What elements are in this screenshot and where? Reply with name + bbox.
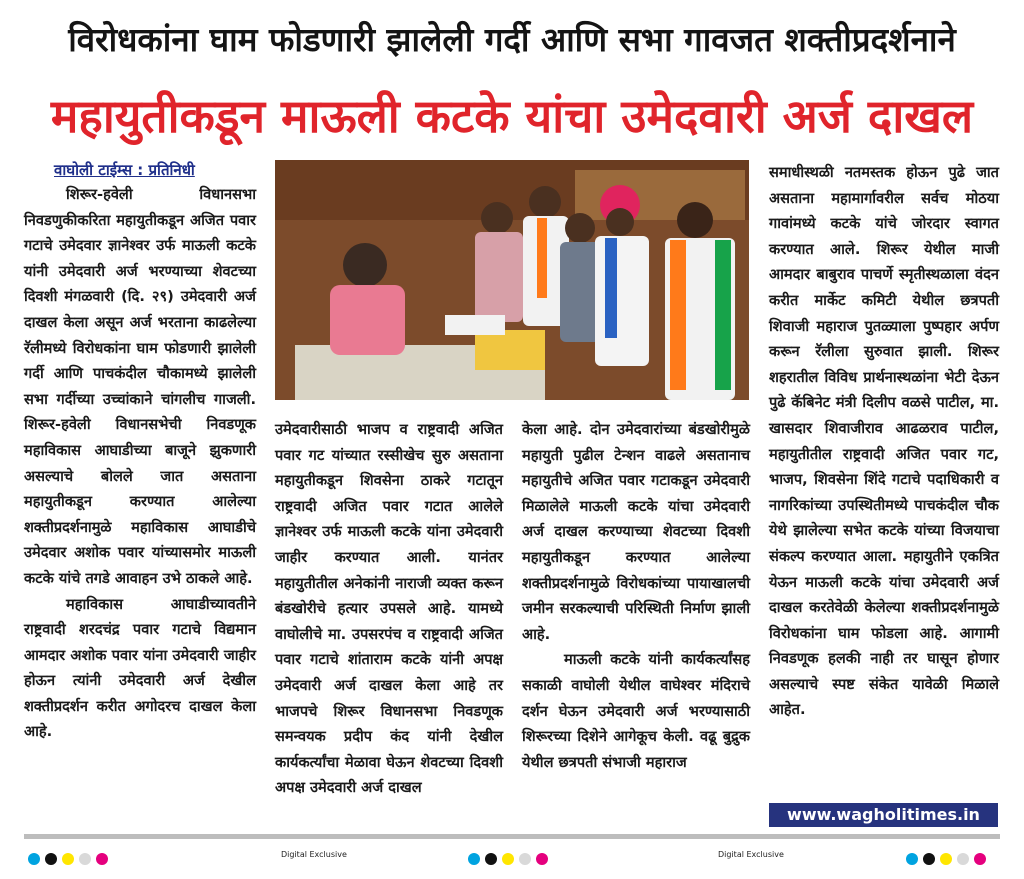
color-dot <box>96 853 108 865</box>
color-dot <box>536 853 548 865</box>
paragraph: शिरूर-हवेली विधानसभा निवडणुकीकरिता महायुतीकडून अजित पवार गटाचे उमेदवार ज्ञानेश्वर उर्फ माऊली कटके यांनी उमेदवारी अर्ज भरण्याच्या शेवटच्या दिवशी मंगळवारी (दि. २९) उमेदवारी अर्ज दाखल केला असून अर्ज भरताना काढलेल्या रॅलीमध्ये विरोधकांना घाम फोडणारी झालेली गर्दी आणि पाचकंदील चौकामध्ये झालेली सभा गर्दीच्या उच्चांकाने चांगलीच गाजली. शिरूर-हवेली विधानसभेची निवडणूक महाविकास आघाडीच्या बाजूने झुकणारी असल्याचे बोलले जात असताना महायुतीकडून करण्यात आलेल्या शक्तीप्रदर्शनामुळे महाविकास आघाडीचे उमेदवार अशोक पवार यांच्यासमोर माऊली कटके यांचे तगडे आवाहन उभे ठाकले आहे. <box>24 186 256 587</box>
color-dot <box>519 853 531 865</box>
color-dot <box>940 853 952 865</box>
paragraph: समाधीस्थळी नतमस्तक होऊन पुढे जात असताना महामार्गावरील सर्वच मोठया गावांमध्ये कटके यांचे जोरदार स्वागत करण्यात आले. शिरूर येथील माजी आमदार बाबुराव पाचर्णे स्मृतीस्थळाला वंदन करीत मार्केट कमिटी येथील छत्रपती शिवाजी महाराज पुतळ्याला पुष्पहार अर्पण करून रॅलीला सुरुवात झाली. शिरूर शहरातील विविध प्रार्थनास्थळांना भेटी देऊन पुढे कॅबिनेट मंत्री दिलीप वळसे पाटील, मा. खासदार शिवाजीराव आढळराव पाटील, महायुतीतील राष्ट्रवादी अजित पवार गट, भाजप, शिवसेना शिंदे गटाचे पदाधिकारी व नागरिकांच्या उपस्थितीमध्ये पाचकंदील चौक येथे झालेल्या सभेत कटके यांच्या विजयाचा संकल्प करण्यात आला. महायुतीने एकत्रित येऊन माऊली कटके यांचा उमेदवारी अर्ज दाखल करतेवेळी केलेल्या शक्तीप्रदर्शनामुळे विरोधकांना घाम फोडला आहे. आगामी निवडणूक हलकी नाही तर घासून होणार असल्याचे स्पष्ट संकेत यावेळी मिळाले आहेत. <box>769 164 999 719</box>
byline: वाघोली टाईम्स : प्रतिनिधी <box>54 161 195 179</box>
color-dot <box>485 853 497 865</box>
article-column-4 <box>769 160 999 723</box>
color-dot <box>45 853 57 865</box>
color-dot <box>468 853 480 865</box>
color-dot <box>28 853 40 865</box>
website-link[interactable]: www.wagholitimes.in <box>769 803 998 827</box>
color-dot <box>906 853 918 865</box>
paragraph: माऊली कटके यांनी कार्यकर्त्यांसह सकाळी वाघोली येथील वाघेश्वर मंदिराचे दर्शन घेऊन उमेदवारी अर्ज भरण्यासाठी शिरूरच्या दिशेने आगेकूच केली. वढू बुद्रुक येथील छत्रपती संभाजी महाराज <box>522 651 750 771</box>
footer-label-center: Digital Exclusive <box>281 850 347 859</box>
news-photo-illustration <box>275 160 749 400</box>
color-dot <box>923 853 935 865</box>
color-dots-center <box>468 848 553 862</box>
paragraph: उमेदवारीसाठी भाजप व राष्ट्रवादी अजित पवार गट यांच्यात रस्सीखेच सुरु असताना महायुतीकडून शिवसेना ठाकरे गटातून राष्ट्रवादी अजित पवार गटात आलेले ज्ञानेश्वर उर्फ माऊली कटके यांना उमेदवारी जाहीर करण्यात आली. यानंतर महायुतीतील अनेकांनी नाराजी व्यक्त करून बंडखोरीचे हत्यार उपसले आहे. यामध्ये वाघोलीचे मा. उपसरपंच व राष्ट्रवादी अजित पवार गटाचे शांताराम कटके यांनी अपक्ष उमेदवारी अर्ज दाखल केला आहे तर भाजपचे शिरूर विधानसभा निवडणूक समन्वयक प्रदीप कंद यांनी देखील कार्यकर्त्यांचा मेळावा घेऊन शेवटच्या दिवशी अपक्ष उमेदवारी अर्ज दाखल <box>275 421 503 797</box>
paragraph: महाविकास आघाडीच्यावतीने राष्ट्रवादी शरदचंद्र पवार गटाचे विद्यमान आमदार अशोक पवार यांना उमेदवारी जाहीर होऊन त्यांनी उमेदवारी अर्ज देखील शक्तीप्रदर्शन करीत अगोदरच दाखल केला आहे. <box>24 595 256 741</box>
color-dot <box>79 853 91 865</box>
article-column-1 <box>24 182 256 745</box>
color-dot <box>957 853 969 865</box>
news-photo <box>275 160 749 400</box>
footer-divider <box>24 834 1000 839</box>
color-dot <box>974 853 986 865</box>
article-column-3 <box>522 417 750 775</box>
color-dots-left <box>28 848 113 862</box>
paragraph: केला आहे. दोन उमेदवारांच्या बंडखोरीमुळे महायुती पुढील टेन्शन वाढले असतानाच महायुतीचे अजित पवार गटाकडून उमेदवारी मिळालेले माऊली कटके यांचा उमेदवारी अर्ज दाखल करण्याच्या शेवटच्या दिवशी महायुतीकडून करण्यात आलेल्या शक्तीप्रदर्शनामुळे विरोधकांच्या पायाखालची जमीन सरकल्याची परिस्थिती निर्माण झाली आहे. <box>522 421 750 643</box>
footer-label-right: Digital Exclusive <box>718 850 784 859</box>
main-headline: महायुतीकडून माऊली कटके यांचा उमेदवारी अर्ज दाखल <box>50 89 974 143</box>
color-dot <box>502 853 514 865</box>
article-column-2 <box>275 417 503 801</box>
kicker-headline: विरोधकांना घाम फोडणारी झालेली गर्दी आणि सभा गावजत शक्तीप्रदर्शनाने <box>68 20 956 59</box>
color-dots-right <box>906 848 991 862</box>
color-dot <box>62 853 74 865</box>
